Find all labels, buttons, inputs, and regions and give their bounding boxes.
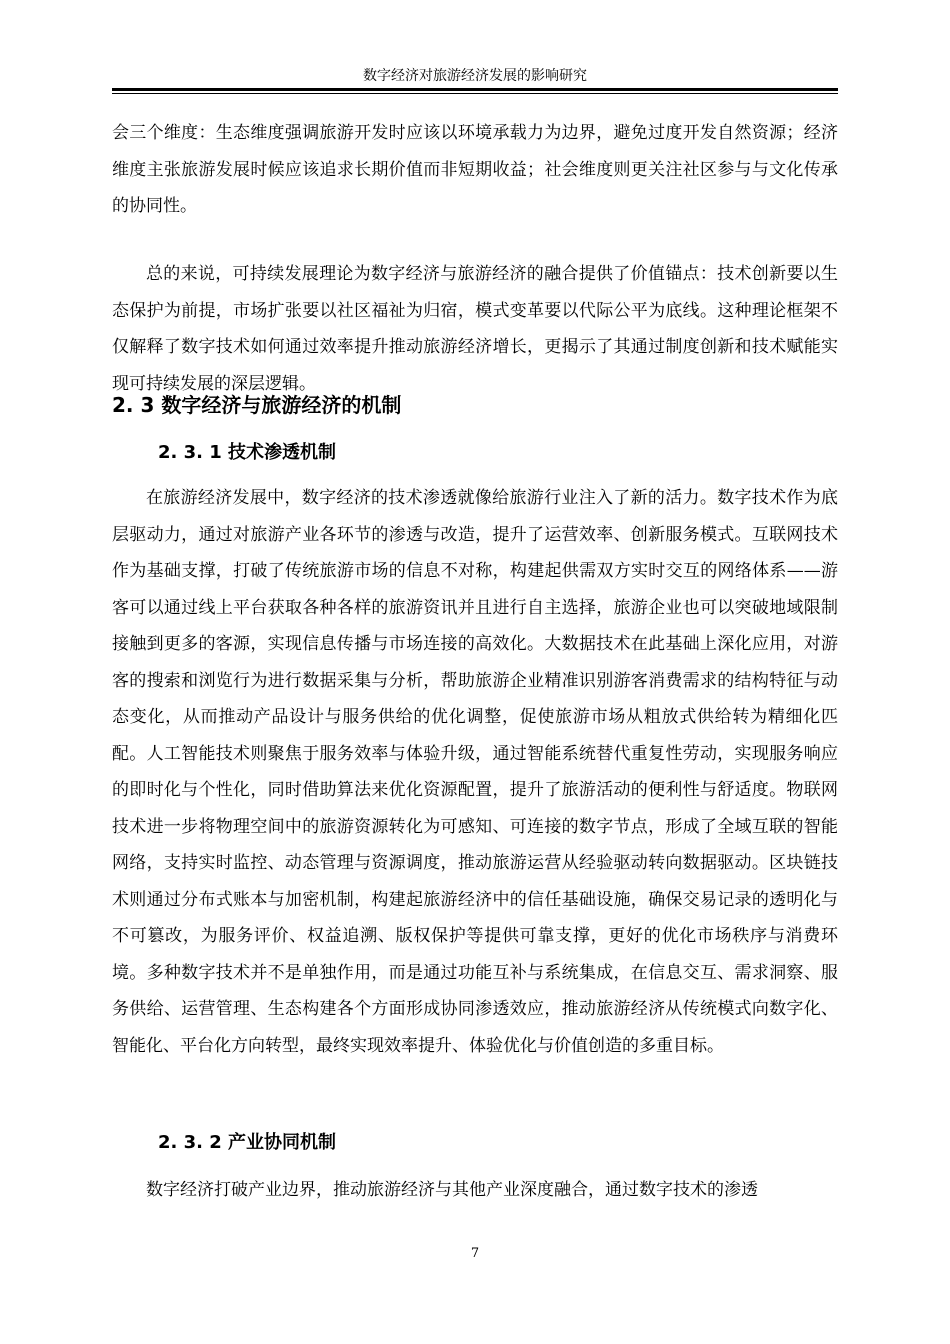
paragraph-summary: 总的来说，可持续发展理论为数字经济与旅游经济的融合提供了价值锚点：技术创新要以生态保护为前提，市场扩张要以社区福祉为归宿，模式变革要以代际公平为底线。这种理论框架不仅解释了数字技术如何通过效率提升推动旅游经济增长，更揭示了其通过制度创新和技术赋能实现可持续发展的深层逻辑。 xyxy=(112,264,838,394)
paragraph-tech-penetration: 在旅游经济发展中，数字经济的技术渗透就像给旅游行业注入了新的活力。数字技术作为底层驱动力，通过对旅游产业各环节的渗透与改造，提升了运营效率、创新服务模式。互联网技术作为基础支撑，打破了传统旅游市场的信息不对称，构建起供需双方实时交互的网络体系——游客可以通过线上平台获取各种各样的旅游资讯并且进行自主选择，旅游企业也可以突破地域限制接触到更多的客源，实现信息传播与市场连接的高效化。大数据技术在此基础上深化应用，对游客的搜索和浏览行为进行数据采集与分析，帮助旅游企业精准识别游客消费需求的结构特征与动态变化，从而推动产品设计与服务供给的优化调整，促使旅游市场从粗放式供给转为精细化匹配。人工智能技术则聚焦于服务效率与体验升级，通过智能系统替代重复性劳动，实现服务响应的即时化与个性化，同时借助算法来优化资源配置，提升了旅游活动的便利性与舒适度。物联网技术进一步将物理空间中的旅游资源转化为可感知、可连接的数字节点，形成了全域互联的智能网络，支持实时监控、动态管理与资源调度，推动旅游运营从经验驱动转向数据驱动。区块链技术则通过分布式账本与加密机制，构建起旅游经济中的信任基础设施，确保交易记录的透明化与不可篡改，为服务评价、权益追溯、版权保护等提供可靠支撑，更好的优化市场秩序与消费环境。多种数字技术并不是单独作用，而是通过功能互补与系统集成，在信息交互、需求洞察、服务供给、运营管理、生态构建各个方面形成协同渗透效应，推动旅游经济从传统模式向数字化、智能化、平台化方向转型，最终实现效率提升、体验优化与价值创造的多重目标。 xyxy=(112,488,838,1056)
page-number: 7 xyxy=(470,1246,480,1261)
paragraph-continued: 会三个维度：生态维度强调旅游开发时应该以环境承载力为边界，避免过度开发自然资源；经济维度主张旅游发展时候应该追求长期价值而非短期收益；社会维度则更关注社区参与与文化传承的协同性。 xyxy=(112,123,838,216)
subsection-heading-industry: 2. 3. 2 产业协同机制 xyxy=(158,1132,337,1153)
section-heading: 2. 3 数字经济与旅游经济的机制 xyxy=(112,393,402,417)
subsection-heading-tech: 2. 3. 1 技术渗透机制 xyxy=(158,442,337,463)
running-header-title: 数字经济对旅游经济发展的影响研究 xyxy=(363,68,587,84)
paragraph-industry-synergy: 数字经济打破产业边界，推动旅游经济与其他产业深度融合，通过数字技术的渗透 xyxy=(146,1180,758,1200)
header-rule-thin xyxy=(112,93,838,94)
header-rule-thick xyxy=(112,88,838,91)
